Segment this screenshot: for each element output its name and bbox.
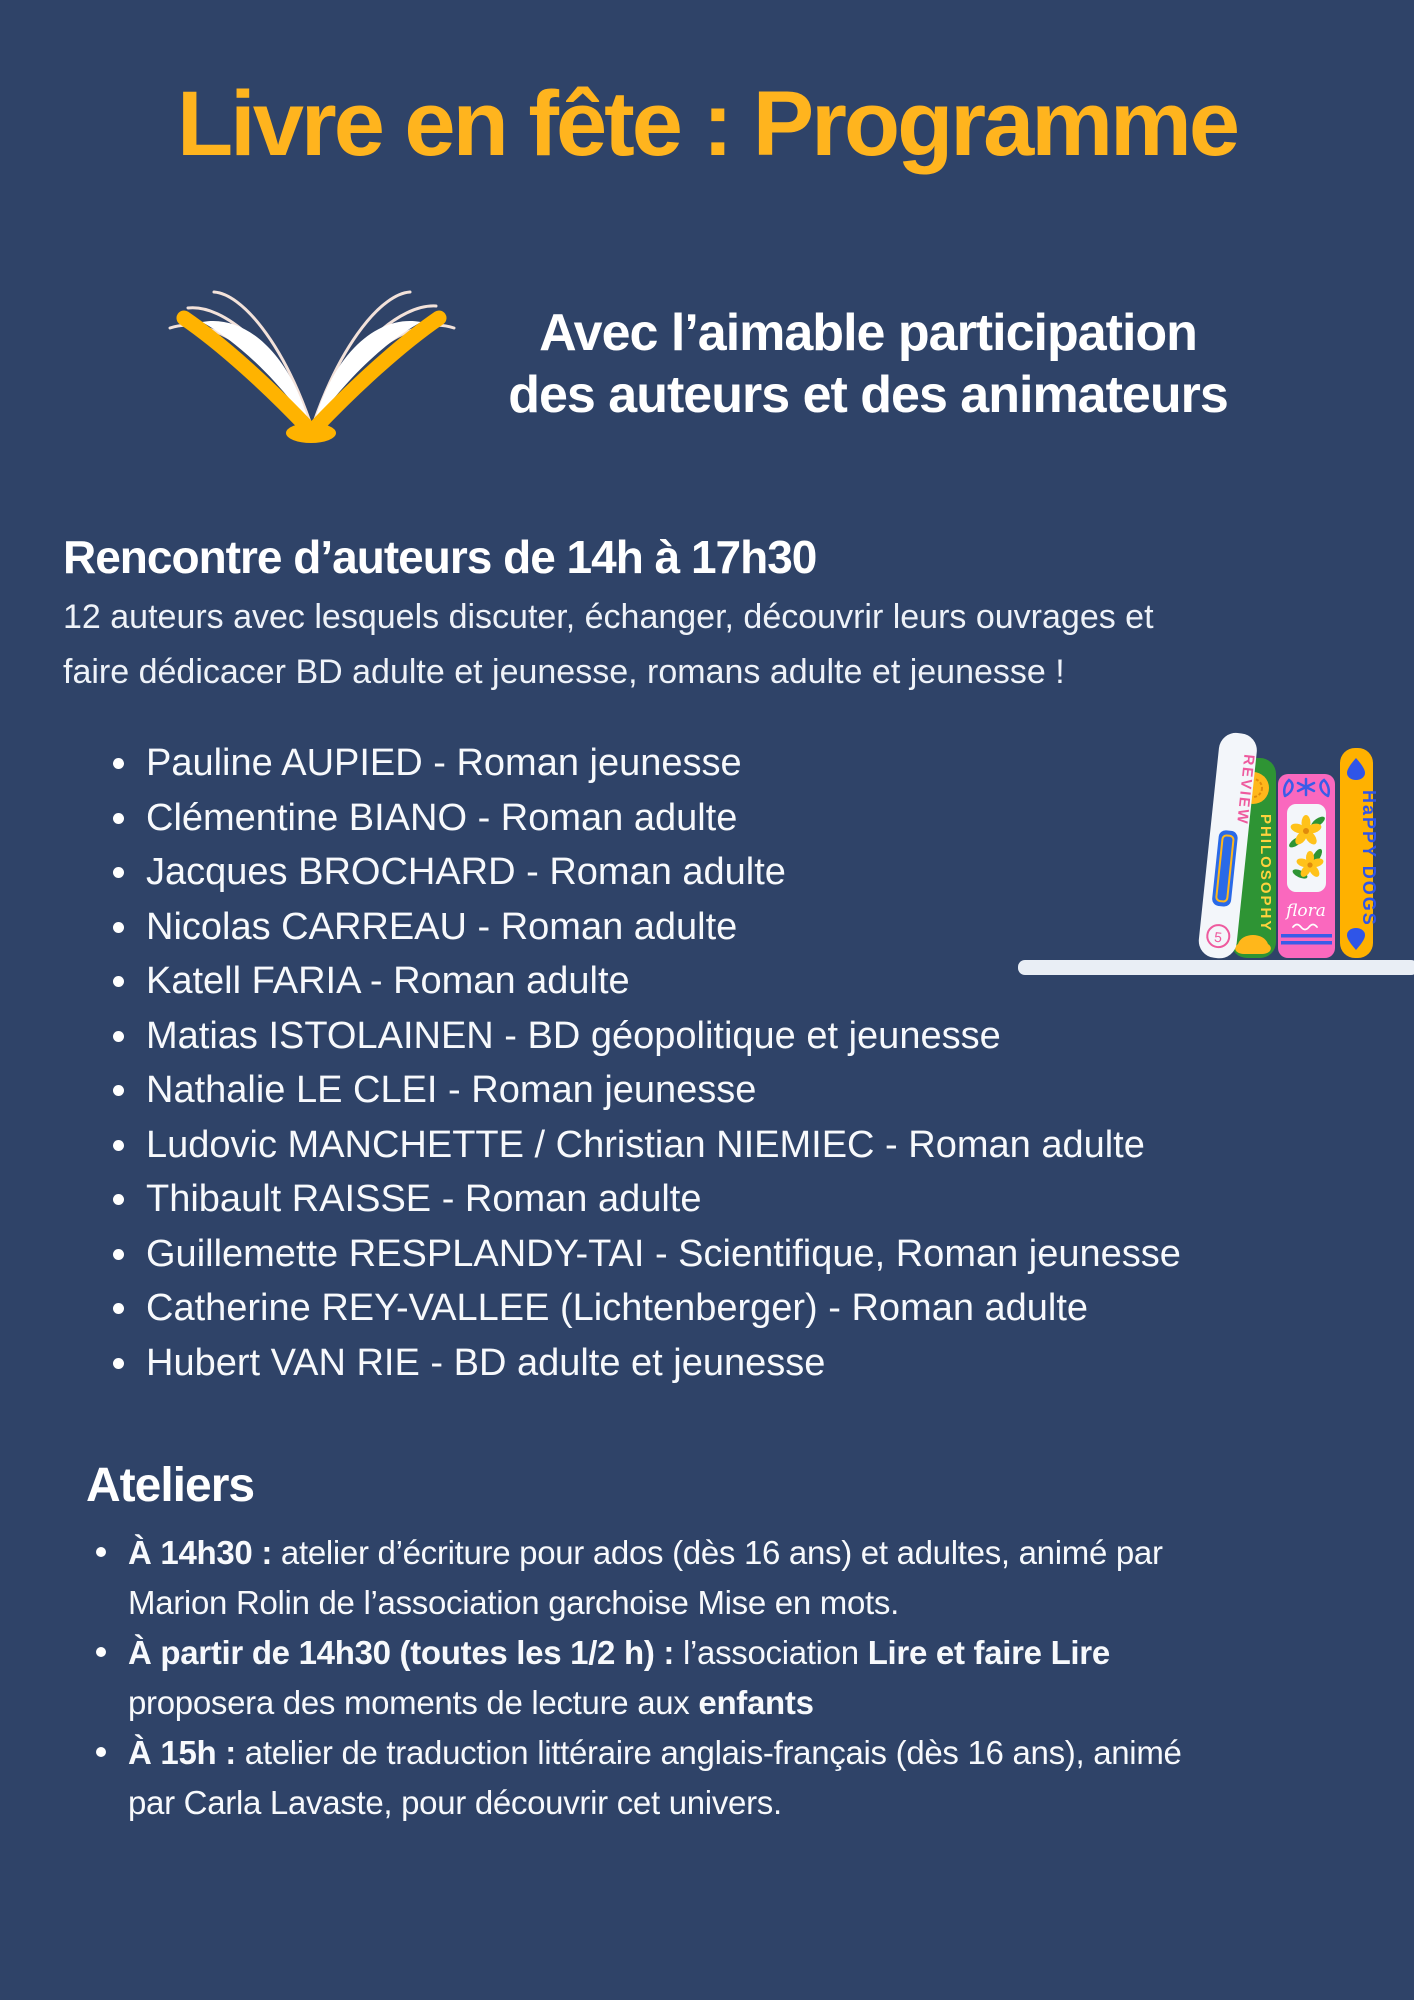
book-spine-label-philosophy: PHILOSOPHY — [1257, 814, 1274, 933]
author-item: Matias ISTOLAINEN - BD géopolitique et jeunesse — [0, 1009, 1414, 1064]
author-item: Jacques BROCHARD - Roman adulte — [0, 845, 1414, 900]
page-title: Livre en fête : Programme — [176, 73, 1238, 175]
book-spine-label-flora: flora — [1286, 901, 1326, 921]
author-item: Hubert VAN RIE - BD adulte et jeunesse — [0, 1336, 1414, 1391]
author-item: Ludovic MANCHETTE / Christian NIEMIEC - Roman adulte — [0, 1118, 1414, 1173]
intro-paragraph — [63, 590, 1154, 700]
section-heading-ateliers: Ateliers — [86, 1459, 255, 1512]
author-item: Katell FARIA - Roman adulte — [0, 954, 1414, 1009]
workshops-list — [0, 1528, 1414, 1828]
author-item: Guillemette RESPLANDY-TAI - Scientifique, Roman jeunesse — [0, 1227, 1414, 1282]
author-item: Pauline AUPIED - Roman jeunesse — [0, 736, 1414, 791]
section-heading-rencontre: Rencontre d’auteurs de 14h à 17h30 — [63, 531, 817, 583]
subtitle — [325, 302, 1411, 426]
author-item: Nicolas CARREAU - Roman adulte — [0, 900, 1414, 955]
shelf — [1018, 960, 1414, 975]
author-item: Nathalie LE CLEI - Roman jeunesse — [0, 1063, 1414, 1118]
book-spine-label-review: REVIEW — [1233, 753, 1258, 827]
bookshelf-illustration — [1004, 718, 1414, 980]
intro-line-2: faire dédicacer BD adulte et jeunesse, romans adulte et jeunesse ! — [63, 653, 1065, 691]
subtitle-line-1: Avec l’aimable participation — [539, 304, 1197, 362]
author-item: Thibault RAISSE - Roman adulte — [0, 1172, 1414, 1227]
intro-line-1: 12 auteurs avec lesquels discuter, échanger, découvrir leurs ouvrages et — [63, 598, 1154, 636]
workshop-item: À 14h30 : atelier d’écriture pour ados (dès 16 ans) et adultes, animé par Marion Rolin de l’association garchoise Mise en mots. — [0, 1528, 1414, 1628]
book-spine-flora — [1278, 774, 1335, 958]
workshop-item: À 15h : atelier de traduction littéraire anglais-français (dès 16 ans), animé par Carla Lavaste, pour découvrir cet univers. — [0, 1728, 1414, 1828]
author-item: Clémentine BIANO - Roman adulte — [0, 791, 1414, 846]
workshop-item: À partir de 14h30 (toutes les 1/2 h) : l’association Lire et faire Lire proposera des moments de lecture aux enfants — [0, 1628, 1414, 1728]
author-item: Catherine REY-VALLEE (Lichtenberger) - Roman adulte — [0, 1281, 1414, 1336]
book-spine-number: 5 — [1213, 928, 1223, 946]
book-spine-happy-dogs — [1340, 748, 1379, 958]
subtitle-line-2: des auteurs et des animateurs — [508, 366, 1228, 424]
book-spine-label-happy-dogs: HaPPY DOGS — [1359, 790, 1379, 927]
